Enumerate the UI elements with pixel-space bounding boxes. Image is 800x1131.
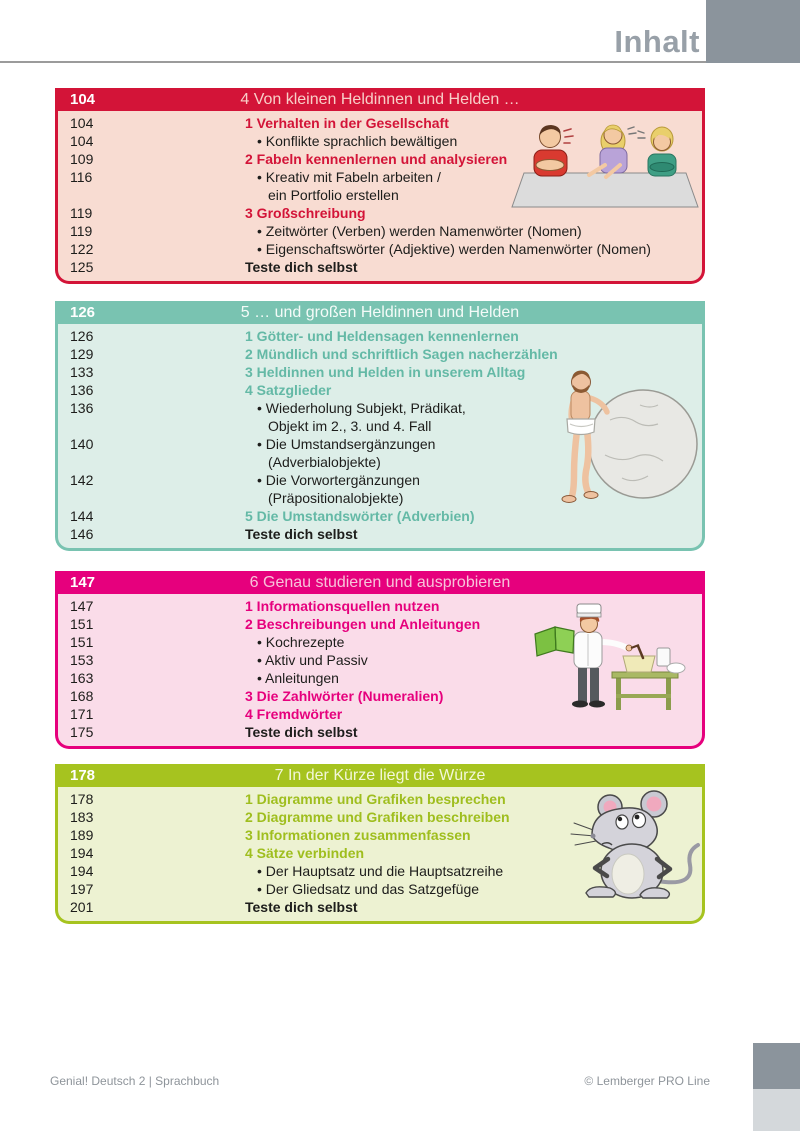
mouse-illustration bbox=[566, 789, 701, 901]
toc-section-chapter-6 bbox=[55, 571, 705, 749]
page-number: 151 bbox=[70, 634, 94, 650]
page-number: 194 bbox=[70, 845, 94, 861]
entry-text: (Präpositionalobjekte) bbox=[268, 490, 404, 506]
page-number bbox=[58, 453, 245, 471]
entry-text: 2 Mündlich und schriftlich Sagen nacherzählen bbox=[245, 346, 558, 362]
page-number: 189 bbox=[70, 827, 94, 843]
page-number: 142 bbox=[70, 472, 94, 488]
section-page-number: 104 bbox=[70, 91, 96, 108]
sisyphus-boulder-illustration bbox=[550, 360, 700, 510]
section-header-bar bbox=[55, 571, 705, 594]
page-number: 144 bbox=[70, 508, 94, 524]
section-header-bar bbox=[55, 88, 705, 111]
entry-text: • Der Hauptsatz und die Hauptsatzreihe bbox=[257, 863, 504, 879]
page-number: 201 bbox=[70, 899, 94, 915]
entry-text: • Der Gliedsatz und das Satzgefüge bbox=[257, 881, 480, 897]
page-number bbox=[58, 489, 245, 507]
page-number: 116 bbox=[70, 169, 93, 185]
page-number: 175 bbox=[70, 724, 94, 740]
corner-block bbox=[706, 0, 800, 63]
entry-text: Teste dich selbst bbox=[245, 526, 358, 542]
entry-text: • Die Vorwortergänzungen bbox=[257, 472, 420, 488]
entry-text: Teste dich selbst bbox=[245, 899, 358, 915]
entry-text: Objekt im 2., 3. und 4. Fall bbox=[268, 418, 432, 434]
section-title: 6 Genau studieren und ausprobieren bbox=[249, 574, 511, 591]
entry-text: 5 Die Umstandswörter (Adverbien) bbox=[245, 508, 475, 524]
entry-text: • Kreativ mit Fabeln arbeiten / bbox=[257, 169, 441, 185]
page-number bbox=[58, 417, 245, 435]
toc-row bbox=[58, 723, 702, 741]
entry-text: • Eigenschaftswörter (Adjektive) werden Namenwörter (Nomen) bbox=[257, 241, 651, 257]
section-body bbox=[55, 324, 705, 551]
footer-book-title: Genial! Deutsch 2 | Sprachbuch bbox=[50, 1074, 220, 1088]
page-number: 171 bbox=[70, 706, 94, 722]
toc-row bbox=[58, 222, 702, 240]
page-number: 129 bbox=[70, 346, 94, 362]
page-number: 168 bbox=[70, 688, 94, 704]
entry-text: 4 Sätze verbinden bbox=[245, 845, 365, 861]
page-number: 136 bbox=[70, 400, 94, 416]
entry-text: 1 Informationsquellen nutzen bbox=[245, 598, 440, 614]
toc-section-chapter-5 bbox=[55, 301, 705, 551]
section-title: 7 In der Kürze liegt die Würze bbox=[274, 767, 486, 784]
page-number: 109 bbox=[70, 151, 94, 167]
footer-block-light bbox=[753, 1089, 800, 1131]
page-number: 194 bbox=[70, 863, 94, 879]
page-number: 104 bbox=[70, 115, 94, 131]
page-number: 133 bbox=[70, 364, 94, 380]
footer-block-dark bbox=[753, 1043, 800, 1089]
section-header-bar bbox=[55, 764, 705, 787]
entry-text: 3 Heldinnen und Helden in unserem Alltag bbox=[245, 364, 526, 380]
entry-text: • Anleitungen bbox=[257, 670, 339, 686]
section-body bbox=[55, 787, 705, 924]
entry-text: 2 Diagramme und Grafiken beschreiben bbox=[245, 809, 510, 825]
toc-row bbox=[58, 525, 702, 543]
section-body bbox=[55, 111, 705, 284]
toc-row bbox=[58, 327, 702, 345]
entry-text: ein Portfolio erstellen bbox=[268, 187, 399, 203]
entry-text: 3 Großschreibung bbox=[245, 205, 366, 221]
toc-row bbox=[58, 240, 702, 258]
entry-text: • Zeitwörter (Verben) werden Namenwörter (Nomen) bbox=[257, 223, 582, 239]
section-title: 5 … und großen Heldinnen und Helden bbox=[240, 304, 520, 321]
section-page-number: 126 bbox=[70, 304, 96, 321]
entry-text: 3 Informationen zusammenfassen bbox=[245, 827, 471, 843]
page-number: 125 bbox=[70, 259, 94, 275]
entry-text: • Die Umstandsergänzungen bbox=[257, 436, 436, 452]
entry-text: • Aktiv und Passiv bbox=[257, 652, 368, 668]
toc-row bbox=[58, 258, 702, 276]
page-title: Inhalt bbox=[614, 24, 700, 59]
page-number: 119 bbox=[70, 223, 93, 239]
entry-text: • Kochrezepte bbox=[257, 634, 345, 650]
page-number: 146 bbox=[70, 526, 94, 542]
page-number: 178 bbox=[70, 791, 94, 807]
page-number: 153 bbox=[70, 652, 94, 668]
page-number: 140 bbox=[70, 436, 94, 452]
toc-sections bbox=[55, 88, 705, 924]
page-number: 136 bbox=[70, 382, 94, 398]
page-number: 183 bbox=[70, 809, 94, 825]
entry-text: (Adverbialobjekte) bbox=[268, 454, 381, 470]
chef-cooking-illustration bbox=[528, 598, 688, 718]
toc-section-chapter-4 bbox=[55, 88, 705, 284]
section-body bbox=[55, 594, 705, 749]
header-rule bbox=[0, 61, 706, 63]
page-number: 163 bbox=[70, 670, 94, 686]
section-header-bar bbox=[55, 301, 705, 324]
entry-text: 1 Götter- und Heldensagen kennenlernen bbox=[245, 328, 519, 344]
entry-text: Teste dich selbst bbox=[245, 259, 358, 275]
page-number: 197 bbox=[70, 881, 94, 897]
page-number: 151 bbox=[70, 616, 94, 632]
page-number: 122 bbox=[70, 241, 94, 257]
page-number: 126 bbox=[70, 328, 94, 344]
entry-text: 1 Diagramme und Grafiken besprechen bbox=[245, 791, 506, 807]
entry-text: • Konflikte sprachlich bewältigen bbox=[257, 133, 458, 149]
section-title: 4 Von kleinen Heldinnen und Helden … bbox=[240, 91, 520, 108]
toc-section-chapter-7 bbox=[55, 764, 705, 924]
entry-text: 4 Fremdwörter bbox=[245, 706, 343, 722]
page-number: 104 bbox=[70, 133, 94, 149]
entry-text: 3 Die Zahlwörter (Numeralien) bbox=[245, 688, 444, 704]
entry-text: • Wiederholung Subjekt, Prädikat, bbox=[257, 400, 466, 416]
entry-text: 2 Fabeln kennenlernen und analysieren bbox=[245, 151, 508, 167]
entry-text: 1 Verhalten in der Gesellschaft bbox=[245, 115, 449, 131]
arguing-teens-illustration bbox=[510, 117, 700, 209]
section-page-number: 178 bbox=[70, 767, 96, 784]
entry-text: 2 Beschreibungen und Anleitungen bbox=[245, 616, 481, 632]
entry-text: 4 Satzglieder bbox=[245, 382, 332, 398]
page-number: 119 bbox=[70, 205, 93, 221]
section-page-number: 147 bbox=[70, 574, 96, 591]
page-number bbox=[58, 186, 245, 204]
entry-text: Teste dich selbst bbox=[245, 724, 358, 740]
page-number: 147 bbox=[70, 598, 94, 614]
footer-publisher: © Lemberger PRO Line bbox=[584, 1074, 710, 1088]
